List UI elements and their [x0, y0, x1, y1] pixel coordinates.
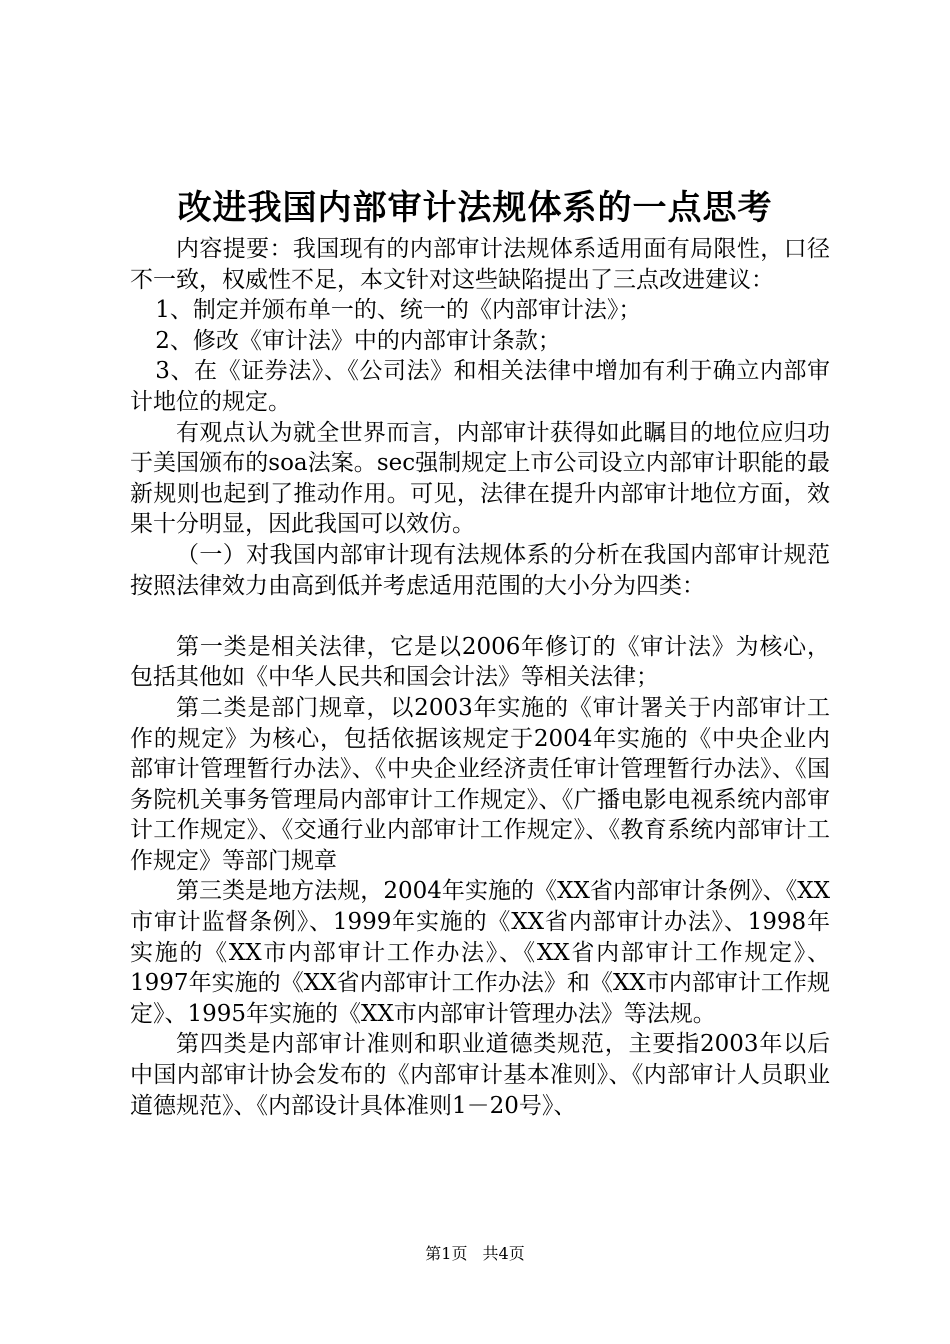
page-total: 共4页 [482, 1244, 525, 1263]
page-footer [0, 1242, 950, 1266]
category-paragraph-3: 第三类是地方法规，2004年实施的《XX省内部审计条例》、《XX市审计监督条例》、1999年实施的《XX省内部审计办法》、1998年实施的《XX市内部审计工作办法》、《XX省内部审计工作规定》、1997年实施的《XX省内部审计工作办法》和《XX市内部审计工作规定》、1995年实施的《XX市内部审计管理办法》等法规。 [130, 878, 830, 1027]
body-paragraph: 有观点认为就全世界而言，内部审计获得如此瞩目的地位应归功于美国颁布的soa法案。sec强制规定上市公司设立内部审计职能的最新规则也起到了推动作用。可见，法律在提升内部审计地位方面，效果十分明显，因此我国可以效仿。 [130, 419, 830, 538]
category-paragraph-1: 第一类是相关法律，它是以2006年修订的《审计法》为核心，包括其他如《中华人民共和国会计法》等相关法律； [130, 633, 830, 691]
suggestion-item-2: 2、修改《审计法》中的内部审计条款； [155, 327, 561, 354]
document-title: 改进我国内部审计法规体系的一点思考 [177, 188, 773, 228]
section-heading-paragraph: （一）对我国内部审计现有法规体系的分析在我国内部审计规范按照法律效力由高到低并考虑适用范围的大小分为四类： [130, 541, 830, 599]
document-body [130, 234, 830, 1121]
suggestion-item-3: 3、在《证券法》、《公司法》和相关法律中增加有利于确立内部审计地位的规定。 [130, 358, 830, 415]
category-paragraph-2: 第二类是部门规章，以2003年实施的《审计署关于内部审计工作的规定》为核心，包括依据该规定于2004年实施的《中央企业内部审计管理暂行办法》、《中央企业经济责任审计管理暂行办法》、《国务院机关事务管理局内部审计工作规定》、《广播电影电视系统内部审计工作规定》、《交通行业内部审计工作规定》、《教育系统内部审计工作规定》等部门规章 [130, 694, 830, 874]
suggestion-item-1: 1、制定并颁布单一的、统一的《内部审计法》； [155, 297, 642, 324]
page-number: 第1页 [425, 1244, 468, 1263]
category-paragraph-4: 第四类是内部审计准则和职业道德类规范，主要指2003年以后中国内部审计协会发布的《内部审计基本准则》、《内部审计人员职业道德规范》、《内部设计具体准则1－20号》、 [130, 1031, 830, 1119]
blank-line [130, 601, 830, 632]
abstract-paragraph: 内容提要：我国现有的内部审计法规体系适用面有局限性，口径不一致，权威性不足，本文针对这些缺陷提出了三点改进建议： [130, 236, 830, 293]
